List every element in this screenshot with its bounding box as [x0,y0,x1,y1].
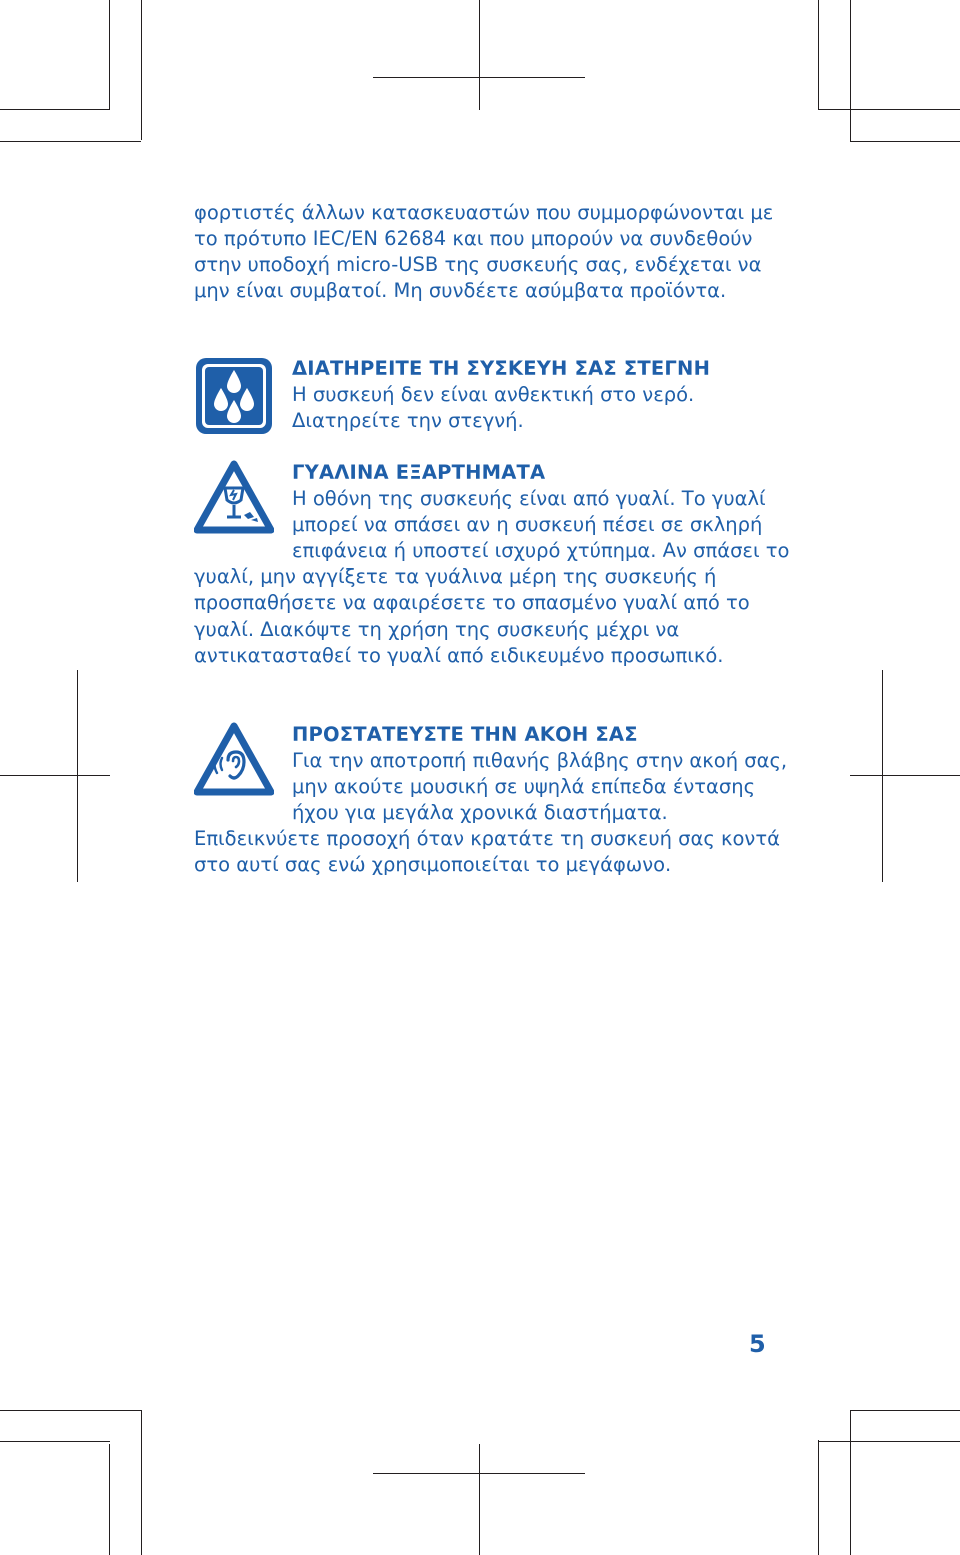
section-title: ΓΥΑΛΙΝΑ ΕΞΑΡΤΗΜΑΤΑ [292,461,546,484]
warning-section-glass-parts [194,460,794,669]
section-body: Για την αποτροπή πιθανής βλάβης στην ακοή σας, μην ακούτε μουσική σε υψηλά επίπεδα έντασης ήχου για μεγάλα χρονικά διαστήματα. Επιδεικνύετε προσοχή όταν κρατάτε τη συσκευή σας κοντά στο αυτί σας ενώ χρησιμοποιείται το μεγάφωνο. [194,749,788,877]
crop-mark [818,0,819,110]
crop-mark [818,1440,819,1555]
crop-mark [850,0,851,141]
section-body: Η συσκευή δεν είναι ανθεκτική στο νερό. Διατηρείτε την στεγνή. [292,383,695,433]
crop-mark [818,1441,960,1442]
warning-section-protect-hearing [194,722,794,879]
crop-mark [141,0,142,140]
crop-mark [373,77,585,78]
crop-mark [850,775,960,776]
broken-glass-warning-icon [194,460,292,542]
warning-section-keep-dry [194,356,794,438]
crop-mark [0,1410,141,1411]
section-title: ΔΙΑΤΗΡΕΙΤΕ ΤΗ ΣΥΣΚΕΥΗ ΣΑΣ ΣΤΕΓΝΗ [292,357,711,380]
crop-mark [0,1441,110,1442]
crop-mark [479,0,480,110]
crop-mark [141,1410,142,1555]
crop-mark [0,775,110,776]
crop-mark [850,1410,960,1411]
page-number: 5 [749,1330,766,1358]
crop-mark [850,141,960,142]
crop-mark [109,0,110,110]
section-body: Η οθόνη της συσκευής είναι από γυαλί. Το γυαλί μπορεί να σπάσει αν η συσκευή πέσει σε σκληρή επιφάνεια ή υποστεί ισχυρό χτύπημα. Αν σπάσει το γυαλί, μην αγγίξετε τα γυάλινα μέρη της συσκευής ή προσπαθήσετε να αφαιρέσετε το σπασμένο γυαλί από το γυαλί. Διακόψτε τη χρήση της συσκευής μέχρι να αντικατασταθεί το γυαλί από ειδικευμένο προσωπικό. [194,487,790,667]
crop-mark [882,670,883,882]
intro-paragraph: φορτιστές άλλων κατασκευαστών που συμμορφώνονται με το πρότυπο IEC/EN 62684 και που μπορούν να συνδεθούν στην υποδοχή micro-USB της συσκευής σας, ενδέχεται να μην είναι συμβατοί. Μη συνδέετε ασύμβατα προϊόντα. [194,201,774,303]
crop-mark [0,141,141,142]
crop-mark [77,670,78,882]
crop-mark [818,109,960,110]
crop-mark [0,109,110,110]
crop-mark [850,1410,851,1555]
crop-mark [373,1473,585,1474]
hearing-warning-icon [194,722,292,804]
water-drops-icon [194,356,292,438]
section-title: ΠΡΟΣΤΑΤΕΥΣΤΕ ΤΗΝ ΑΚΟΗ ΣΑΣ [292,723,638,746]
crop-mark [479,1444,480,1555]
crop-mark [109,1444,110,1555]
